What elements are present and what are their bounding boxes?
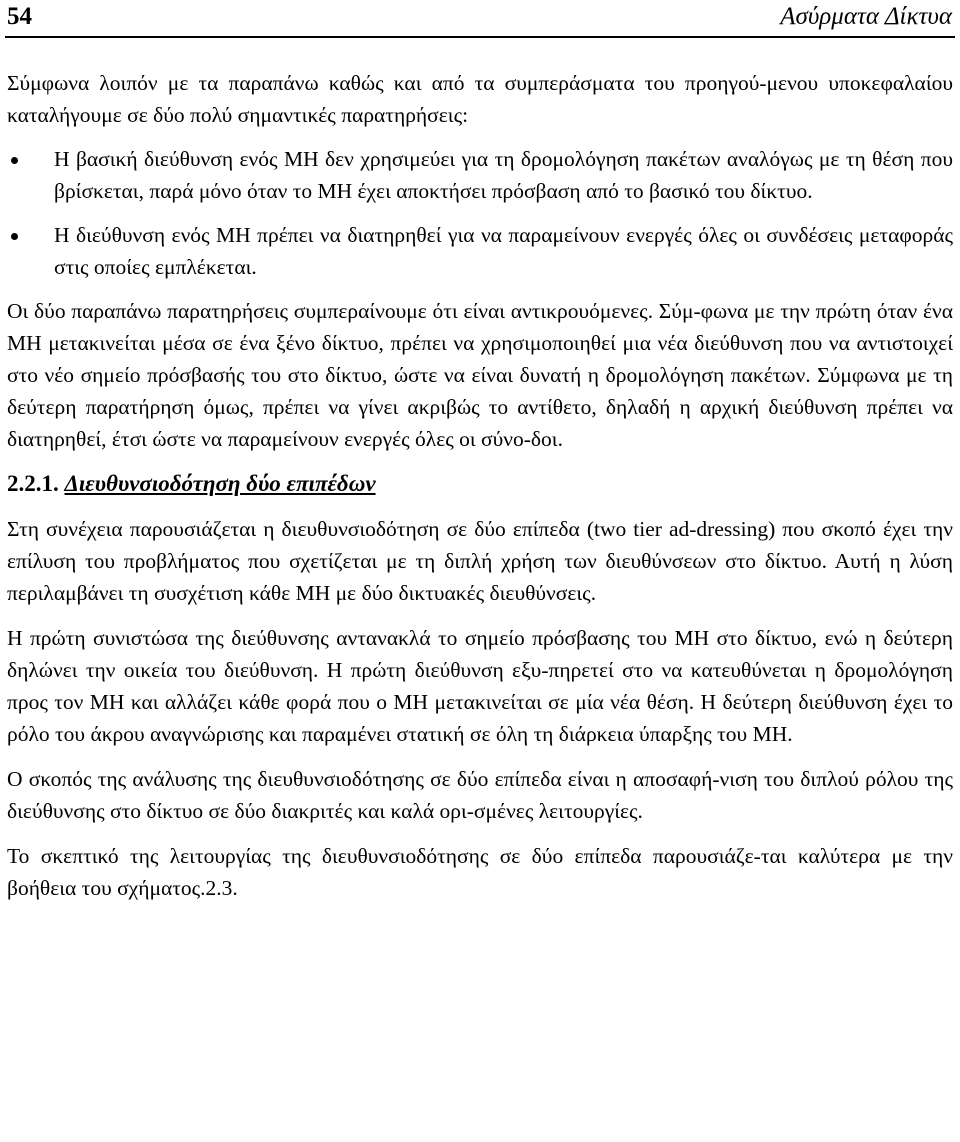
body-paragraph: Ο σκοπός της ανάλυσης της διευθυνσιοδότησης σε δύο επίπεδα είναι η αποσαφή-νιση του διπλού ρόλου της διεύθυνσης στο δίκτυο σε δύο διακριτές και καλά ορι-σμένες λειτουργίες.: [7, 767, 953, 823]
bullet-icon: [11, 233, 18, 240]
observations-list: [7, 143, 953, 283]
section-number: 2.2.1.: [7, 471, 59, 496]
contradiction-paragraph: Οι δύο παραπάνω παρατηρήσεις συμπεραίνουμε ότι είναι αντικρουόμενες. Σύμ-φωνα με την πρώτη όταν ένα ΜΗ μετακινείται μέσα σε ένα ξένο δίκτυο, πρέπει να χρησιμοποιηθεί μια νέα διεύθυνση που να αντιστοιχεί στο νέο σημείο πρόσβασής του στο δίκτυο, ώστε να είναι δυνατή η δρομολόγηση πακέτων. Σύμφωνα με τη δεύτερη παρατήρηση όμως, πρέπει να γίνει ακριβώς το αντίθετο, δηλαδή η αρχική διεύθυνση πρέπει να διατηρηθεί, έτσι ώστε να παραμείνουν ενεργές όλες οι σύνο-δοι.: [7, 299, 953, 451]
intro-paragraph: Σύμφωνα λοιπόν με τα παραπάνω καθώς και από τα συμπεράσματα του προηγού-μενου υποκεφαλαίου καταλήγουμε σε δύο πολύ σημαντικές παρατηρήσεις:: [7, 71, 953, 127]
body-paragraph: Στη συνέχεια παρουσιάζεται η διευθυνσιοδότηση σε δύο επίπεδα (two tier ad-dressing) που σκοπό έχει την επίλυση του προβλήματος που σχετίζεται με τη διπλή χρήση των διευθύνσεων στο δίκτυο. Αυτή η λύση περιλαμβάνει τη συσχέτιση κάθε ΜΗ με δύο δικτυακές διευθύνσεις.: [7, 517, 953, 605]
page-header: [5, 0, 955, 38]
list-item: [7, 219, 953, 283]
list-item-text: Η βασική διεύθυνση ενός ΜΗ δεν χρησιμεύει για τη δρομολόγηση πακέτων αναλόγως με τη θέση που βρίσκεται, παρά μόνο όταν το ΜΗ έχει αποκτήσει πρόσβαση από το βασικό του δίκτυο.: [54, 147, 953, 203]
list-item: [7, 143, 953, 207]
body-paragraph: Η πρώτη συνιστώσα της διεύθυνσης αντανακλά το σημείο πρόσβασης του ΜΗ στο δίκτυο, ενώ η δεύτερη δηλώνει την οικεία του διεύθυνση. Η πρώτη διεύθυνση εξυ-πηρετεί στο να κατευθύνεται η δρομολόγηση προς τον ΜΗ και αλλάζει κάθε φορά που ο ΜΗ μετακινείται σε μία νέα θέση. Η δεύτερη διεύθυνση έχει το ρόλο του άκρου αναγνώρισης και παραμένει στατική σε όλη τη διάρκεια ύπαρξης του ΜΗ.: [7, 626, 953, 746]
page-body: [7, 67, 953, 904]
section-heading: [7, 468, 953, 500]
bullet-icon: [11, 157, 18, 164]
section-title: Διευθυνσιοδότηση δύο επιπέδων: [64, 471, 376, 496]
page-number: 54: [7, 3, 32, 30]
running-title: Ασύρματα Δίκτυα: [780, 3, 952, 30]
list-item-text: Η διεύθυνση ενός ΜΗ πρέπει να διατηρηθεί για να παραμείνουν ενεργές όλες οι συνδέσεις μεταφοράς στις οποίες εμπλέκεται.: [54, 223, 953, 279]
body-paragraph: Το σκεπτικό της λειτουργίας της διευθυνσιοδότησης σε δύο επίπεδα παρουσιάζε-ται καλύτερα με την βοήθεια του σχήματος.2.3.: [7, 844, 953, 900]
